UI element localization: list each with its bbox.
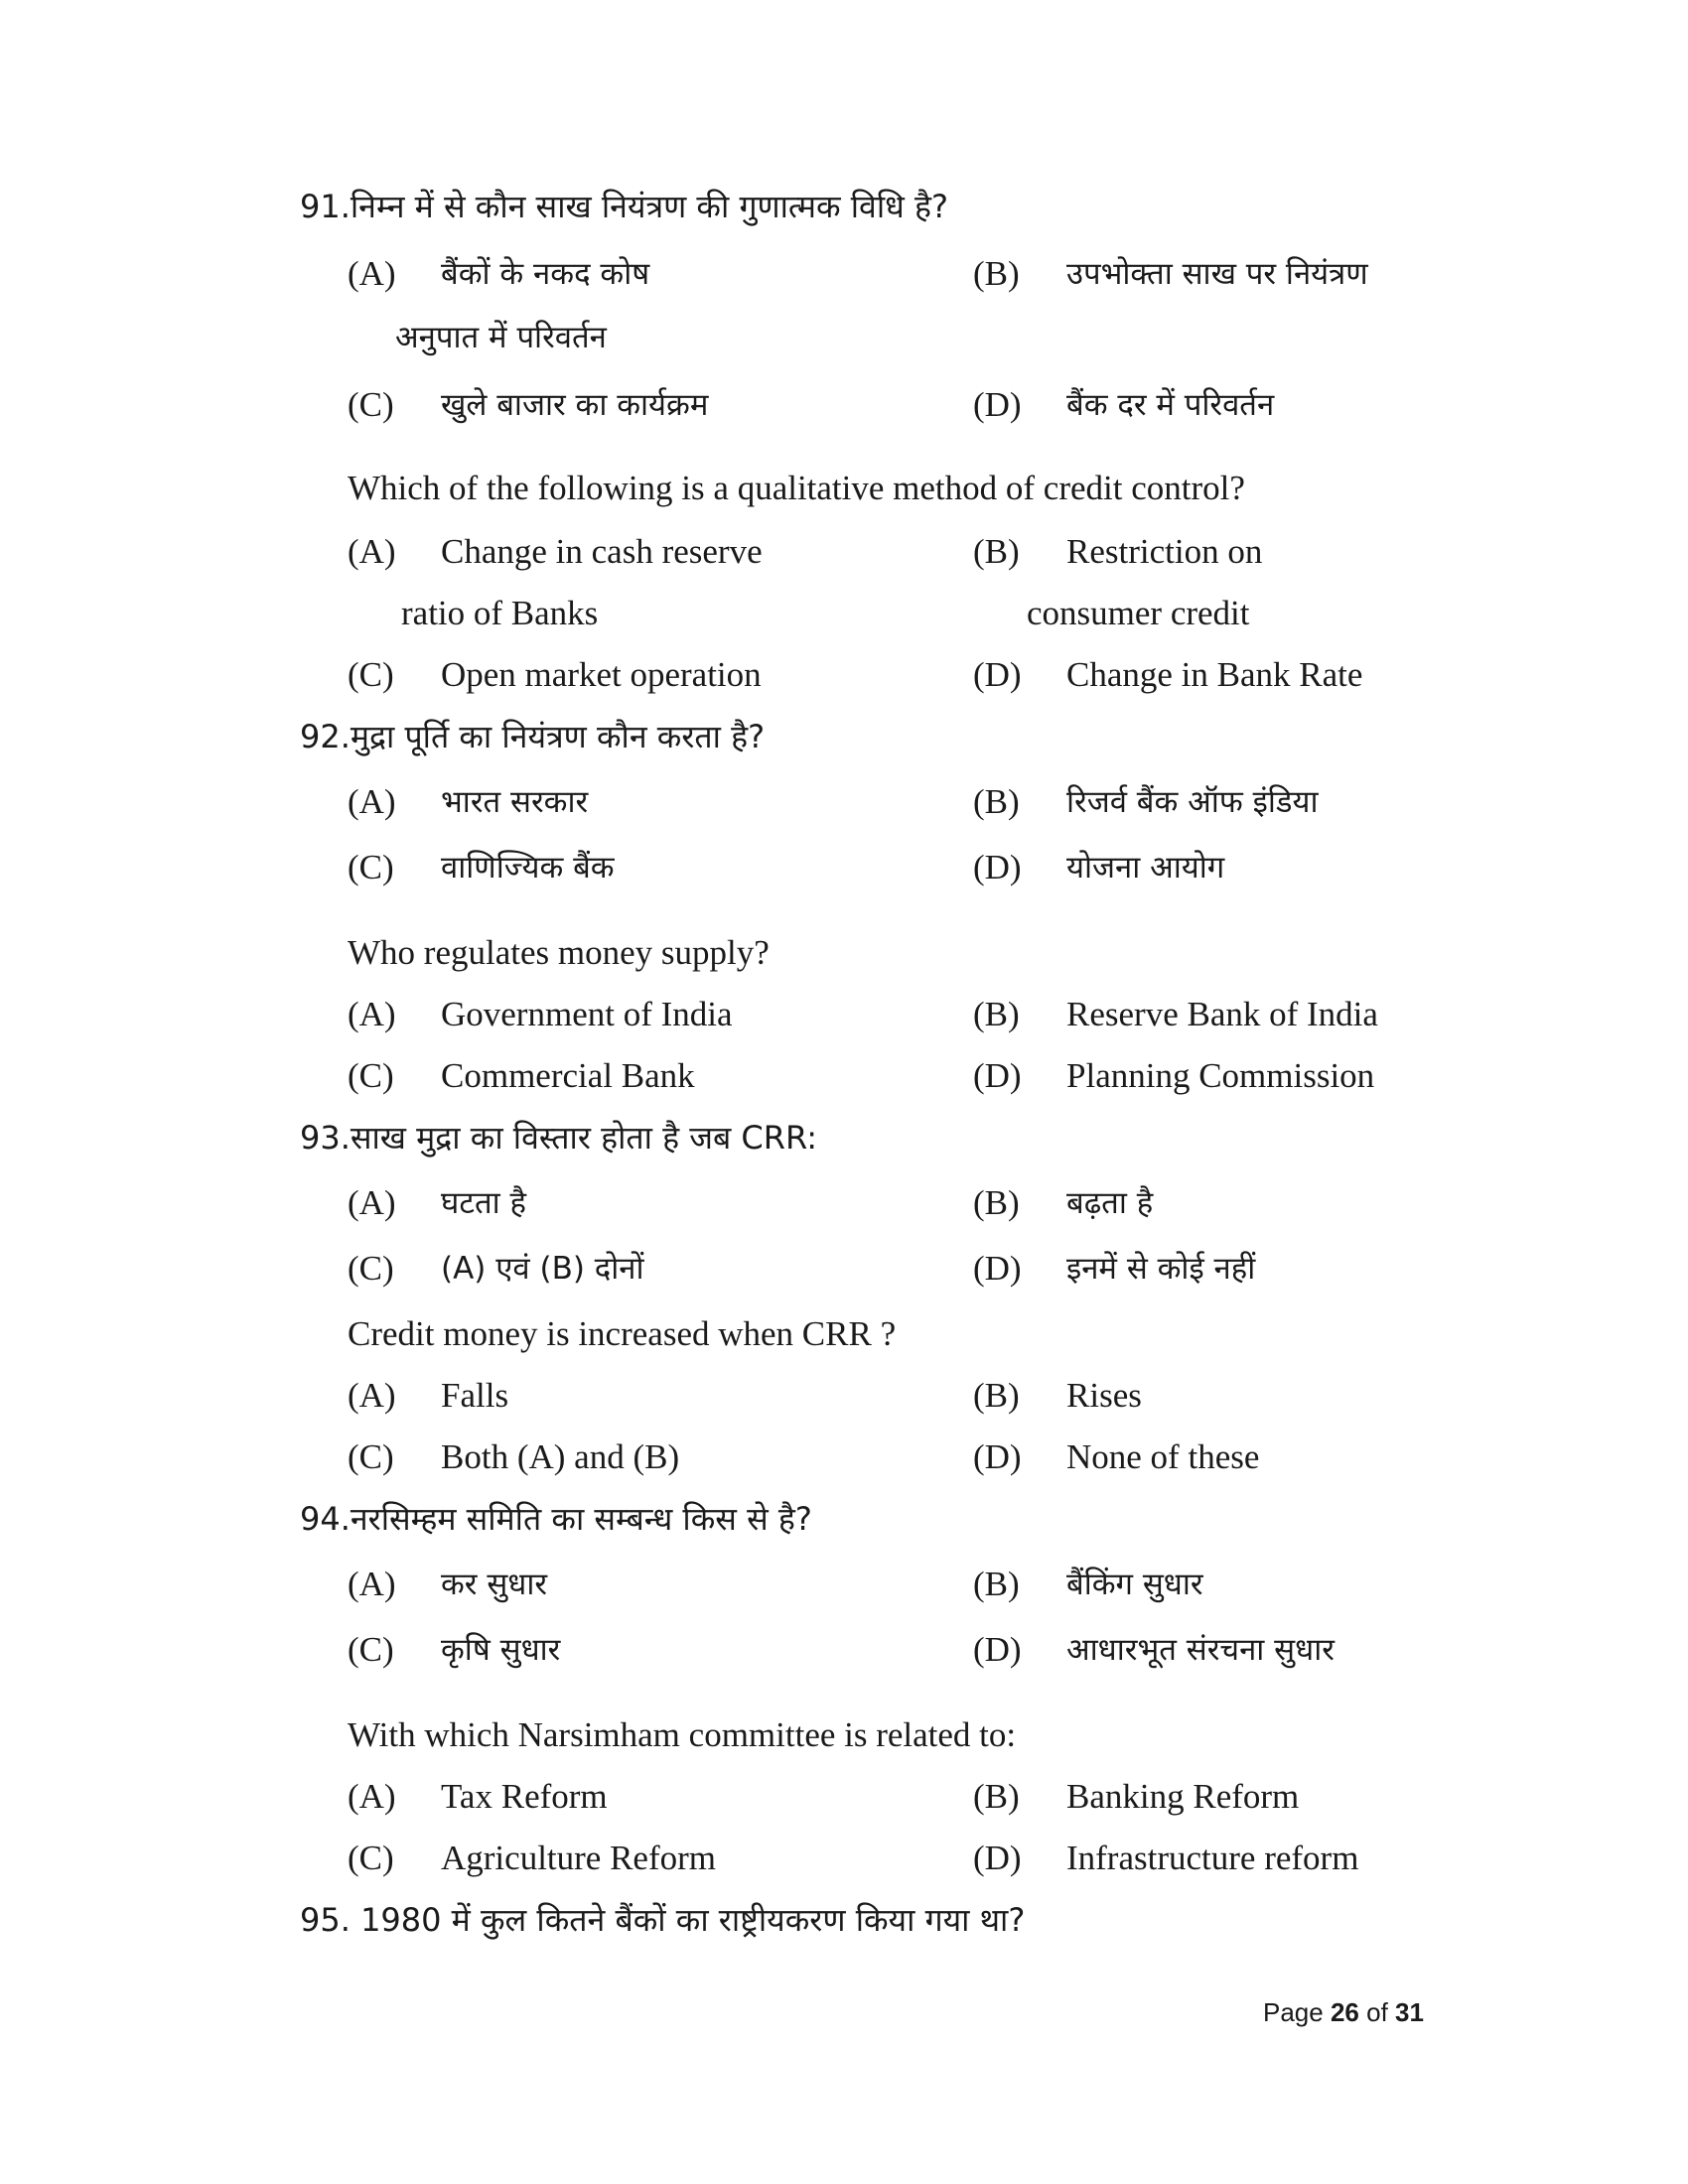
q91-en-option-a: Change in cash reserve xyxy=(441,532,763,571)
q94-en-option-c-label: (C) xyxy=(348,1839,394,1877)
q91-en-option-d-label: (D) xyxy=(973,655,1022,694)
q91-en-option-d: Change in Bank Rate xyxy=(1066,655,1363,694)
q91-hi-option-c: खुले बाजार का कार्यक्रम xyxy=(441,387,709,423)
q93-en-option-c-label: (C) xyxy=(348,1437,394,1476)
q94-en-option-d-label: (D) xyxy=(973,1839,1022,1877)
q91-hindi-stem: 91.निम्न में से कौन साख नियंत्रण की गुणात्मक विधि है? xyxy=(300,188,948,225)
q94-hi-option-a: कर सुधार xyxy=(441,1567,548,1602)
q92-hi-option-c: वाणिज्यिक बैंक xyxy=(441,850,615,886)
q93-hi-option-d-label: (D) xyxy=(973,1249,1022,1288)
q94-en-option-b: Banking Reform xyxy=(1066,1777,1300,1816)
page-label: Page xyxy=(1263,1997,1324,2027)
q94-en-option-c: Agriculture Reform xyxy=(441,1839,716,1877)
q92-hi-option-d-label: (D) xyxy=(973,848,1022,887)
q91-hi-option-b-label: (B) xyxy=(973,254,1020,293)
q91-en-option-b: Restriction on xyxy=(1066,532,1263,571)
q93-hi-option-b: बढ़ता है xyxy=(1066,1185,1154,1221)
of-label: of xyxy=(1366,1997,1388,2027)
q92-hi-option-c-label: (C) xyxy=(348,848,394,887)
q91-hi-option-a-cont: अनुपात में परिवर्तन xyxy=(395,320,607,355)
q94-hi-option-d-label: (D) xyxy=(973,1630,1022,1669)
q91-hi-option-a-label: (A) xyxy=(348,254,396,293)
q92-english-stem: Who regulates money supply? xyxy=(348,933,770,972)
q94-en-option-d: Infrastructure reform xyxy=(1066,1839,1359,1877)
q91-en-option-a-cont: ratio of Banks xyxy=(401,594,599,632)
q93-en-option-a: Falls xyxy=(441,1376,509,1415)
q93-en-option-d: None of these xyxy=(1066,1437,1260,1476)
q93-en-option-b-label: (B) xyxy=(973,1376,1020,1415)
q92-hi-option-b: रिजर्व बैंक ऑफ इंडिया xyxy=(1066,784,1319,820)
q92-hi-option-a: भारत सरकार xyxy=(441,784,589,820)
q93-en-option-a-label: (A) xyxy=(348,1376,396,1415)
q91-english-stem: Which of the following is a qualitative method of credit control? xyxy=(348,469,1245,507)
q93-hi-option-c-label: (C) xyxy=(348,1249,394,1288)
total-pages: 31 xyxy=(1395,1997,1424,2027)
q92-hindi-stem: 92.मुद्रा पूर्ति का नियंत्रण कौन करता है? xyxy=(300,718,766,755)
q93-en-option-d-label: (D) xyxy=(973,1437,1022,1476)
q91-hi-option-c-label: (C) xyxy=(348,385,394,424)
q94-en-option-a: Tax Reform xyxy=(441,1777,608,1816)
q95-hindi-stem: 95. 1980 में कुल कितने बैंकों का राष्ट्रीयकरण किया गया था? xyxy=(300,1901,1026,1939)
q92-en-option-c: Commercial Bank xyxy=(441,1056,695,1095)
q92-en-option-d-label: (D) xyxy=(973,1056,1022,1095)
q93-hi-option-c: (A) एवं (B) दोनों xyxy=(441,1251,644,1287)
q94-hi-option-a-label: (A) xyxy=(348,1565,396,1603)
q94-english-stem: With which Narsimham committee is related to: xyxy=(348,1715,1017,1754)
q92-en-option-b: Reserve Bank of India xyxy=(1066,995,1378,1033)
q92-en-option-b-label: (B) xyxy=(973,995,1020,1033)
q93-en-option-c: Both (A) and (B) xyxy=(441,1437,680,1476)
q94-hi-option-b-label: (B) xyxy=(973,1565,1020,1603)
q94-hi-option-b: बैंकिंग सुधार xyxy=(1066,1567,1203,1602)
q94-en-option-b-label: (B) xyxy=(973,1777,1020,1816)
q91-en-option-c: Open market operation xyxy=(441,655,762,694)
q92-hi-option-b-label: (B) xyxy=(973,782,1020,821)
q94-hi-option-c: कृषि सुधार xyxy=(441,1632,561,1668)
q92-en-option-a-label: (A) xyxy=(348,995,396,1033)
q91-hi-option-d: बैंक दर में परिवर्तन xyxy=(1066,387,1275,423)
q91-hi-option-b: उपभोक्ता साख पर नियंत्रण xyxy=(1066,256,1368,292)
q91-en-option-b-label: (B) xyxy=(973,532,1020,571)
q94-hindi-stem: 94.नरसिम्हम समिति का सम्बन्ध किस से है? xyxy=(300,1500,812,1538)
q92-hi-option-a-label: (A) xyxy=(348,782,396,821)
q93-hi-option-a: घटता है xyxy=(441,1185,526,1221)
q92-en-option-c-label: (C) xyxy=(348,1056,394,1095)
q91-en-option-a-label: (A) xyxy=(348,532,396,571)
q91-en-option-c-label: (C) xyxy=(348,655,394,694)
q93-hindi-stem: 93.साख मुद्रा का विस्तार होता है जब CRR: xyxy=(300,1119,818,1157)
q93-hi-option-d: इनमें से कोई नहीं xyxy=(1066,1251,1256,1287)
q91-en-option-b-cont: consumer credit xyxy=(1027,594,1250,632)
q92-hi-option-d: योजना आयोग xyxy=(1066,850,1225,886)
q94-en-option-a-label: (A) xyxy=(348,1777,396,1816)
q92-en-option-a: Government of India xyxy=(441,995,733,1033)
q94-hi-option-d: आधारभूत संरचना सुधार xyxy=(1066,1632,1335,1668)
q93-hi-option-a-label: (A) xyxy=(348,1183,396,1222)
q93-en-option-b: Rises xyxy=(1066,1376,1142,1415)
q93-hi-option-b-label: (B) xyxy=(973,1183,1020,1222)
q94-hi-option-c-label: (C) xyxy=(348,1630,394,1669)
current-page: 26 xyxy=(1330,1997,1359,2027)
q91-hi-option-d-label: (D) xyxy=(973,385,1022,424)
page-number xyxy=(1263,1997,1424,2027)
q91-hi-option-a: बैंकों के नकद कोष xyxy=(441,256,650,292)
q92-en-option-d: Planning Commission xyxy=(1066,1056,1375,1095)
q93-english-stem: Credit money is increased when CRR ? xyxy=(348,1314,897,1353)
